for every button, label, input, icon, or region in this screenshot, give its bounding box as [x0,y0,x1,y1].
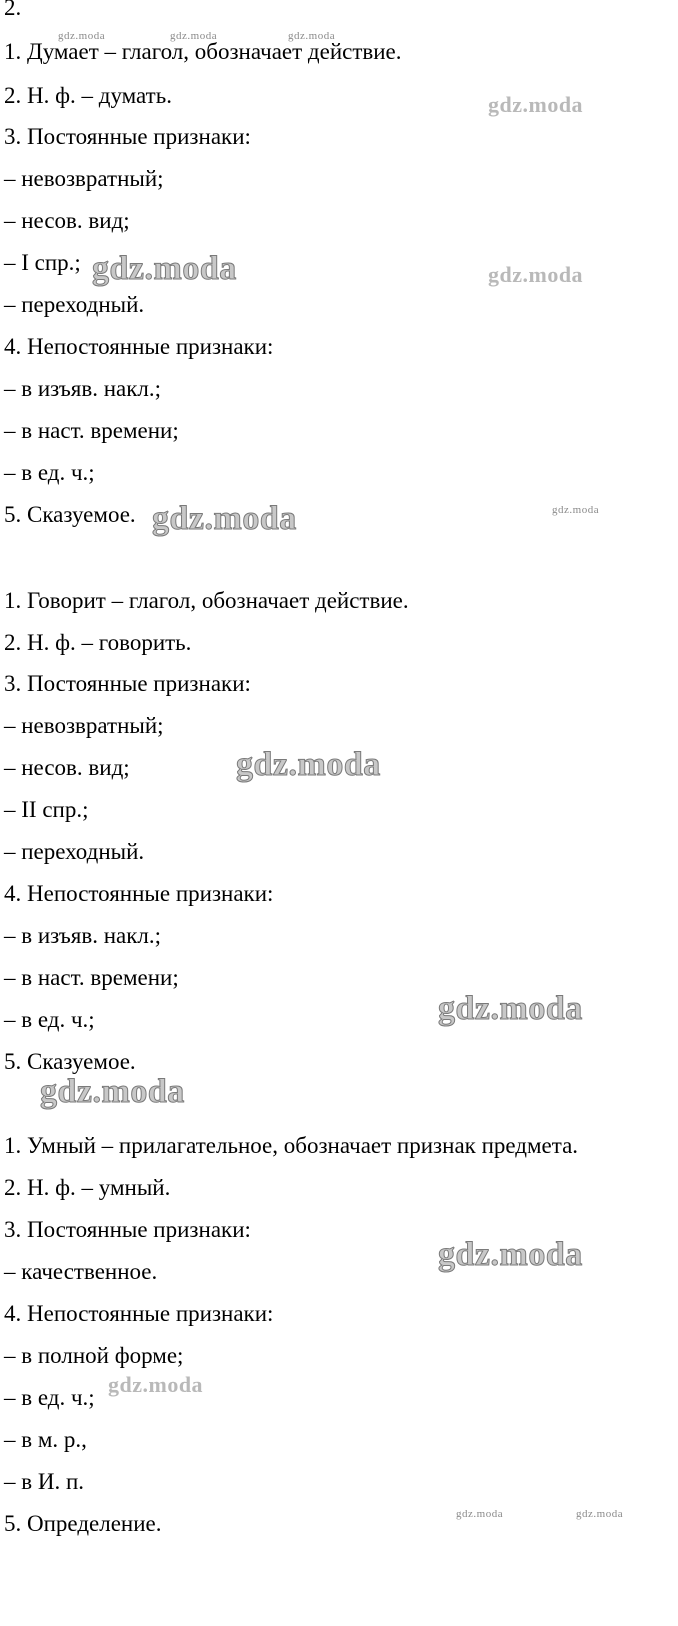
watermark: gdz.moda [152,500,297,537]
line: 5. Сказуемое. [4,1049,136,1074]
line: 3. Постоянные признаки: [4,124,251,149]
line: – в изъяв. накл.; [4,376,162,401]
line: 4. Непостоянные признаки: [4,881,274,906]
watermark: gdz.moda [552,504,600,516]
watermark: gdz.moda [108,1372,204,1397]
line: – в полной форме; [4,1343,184,1368]
line: – переходный. [4,292,145,317]
watermark: gdz.moda [488,262,584,287]
watermark: gdz.moda [40,1073,185,1110]
line: 2. Н. ф. – умный. [4,1175,171,1200]
line: – в И. п. [4,1469,85,1494]
task-number: 2. [4,0,22,20]
line: – невозвратный; [4,166,164,191]
watermark: gdz.moda [236,746,381,783]
line: – в ед. ч.; [4,1007,95,1032]
watermark: gdz.moda [488,92,584,117]
line: 1. Умный – прилагательное, обозначает признак предмета. [4,1133,579,1158]
line: 5. Сказуемое. [4,502,136,527]
line: 5. Определение. [4,1511,162,1536]
line: – качественное. [4,1259,158,1284]
line: – в ед. ч.; [4,1385,95,1410]
watermark: gdz.moda [438,1236,583,1273]
line: – в наст. времени; [4,418,179,443]
line: – II спр.; [4,797,89,822]
watermark: gdz.moda [92,250,237,287]
line: 1. Говорит – глагол, обозначает действие. [4,588,409,613]
line: – в ед. ч.; [4,460,95,485]
line: – невозвратный; [4,713,164,738]
line: – I спр.; [4,250,81,275]
watermark: gdz.moda [170,30,218,42]
line: – в наст. времени; [4,965,179,990]
line: 3. Постоянные признаки: [4,671,251,696]
line: 2. Н. ф. – говорить. [4,630,192,655]
line: – в м. р., [4,1427,87,1452]
line: – в изъяв. накл.; [4,923,162,948]
watermark: gdz.moda [58,30,106,42]
watermark: gdz.moda [576,1508,624,1520]
line: 4. Непостоянные признаки: [4,334,274,359]
line: 4. Непостоянные признаки: [4,1301,274,1326]
line: 3. Постоянные признаки: [4,1217,251,1242]
line: – переходный. [4,839,145,864]
line: 2. Н. ф. – думать. [4,83,172,108]
line: – несов. вид; [4,208,130,233]
line: – несов. вид; [4,755,130,780]
watermark: gdz.moda [456,1508,504,1520]
line: 1. Думает – глагол, обозначает действие. [4,39,402,64]
watermark: gdz.moda [288,30,336,42]
watermark: gdz.moda [438,990,583,1027]
